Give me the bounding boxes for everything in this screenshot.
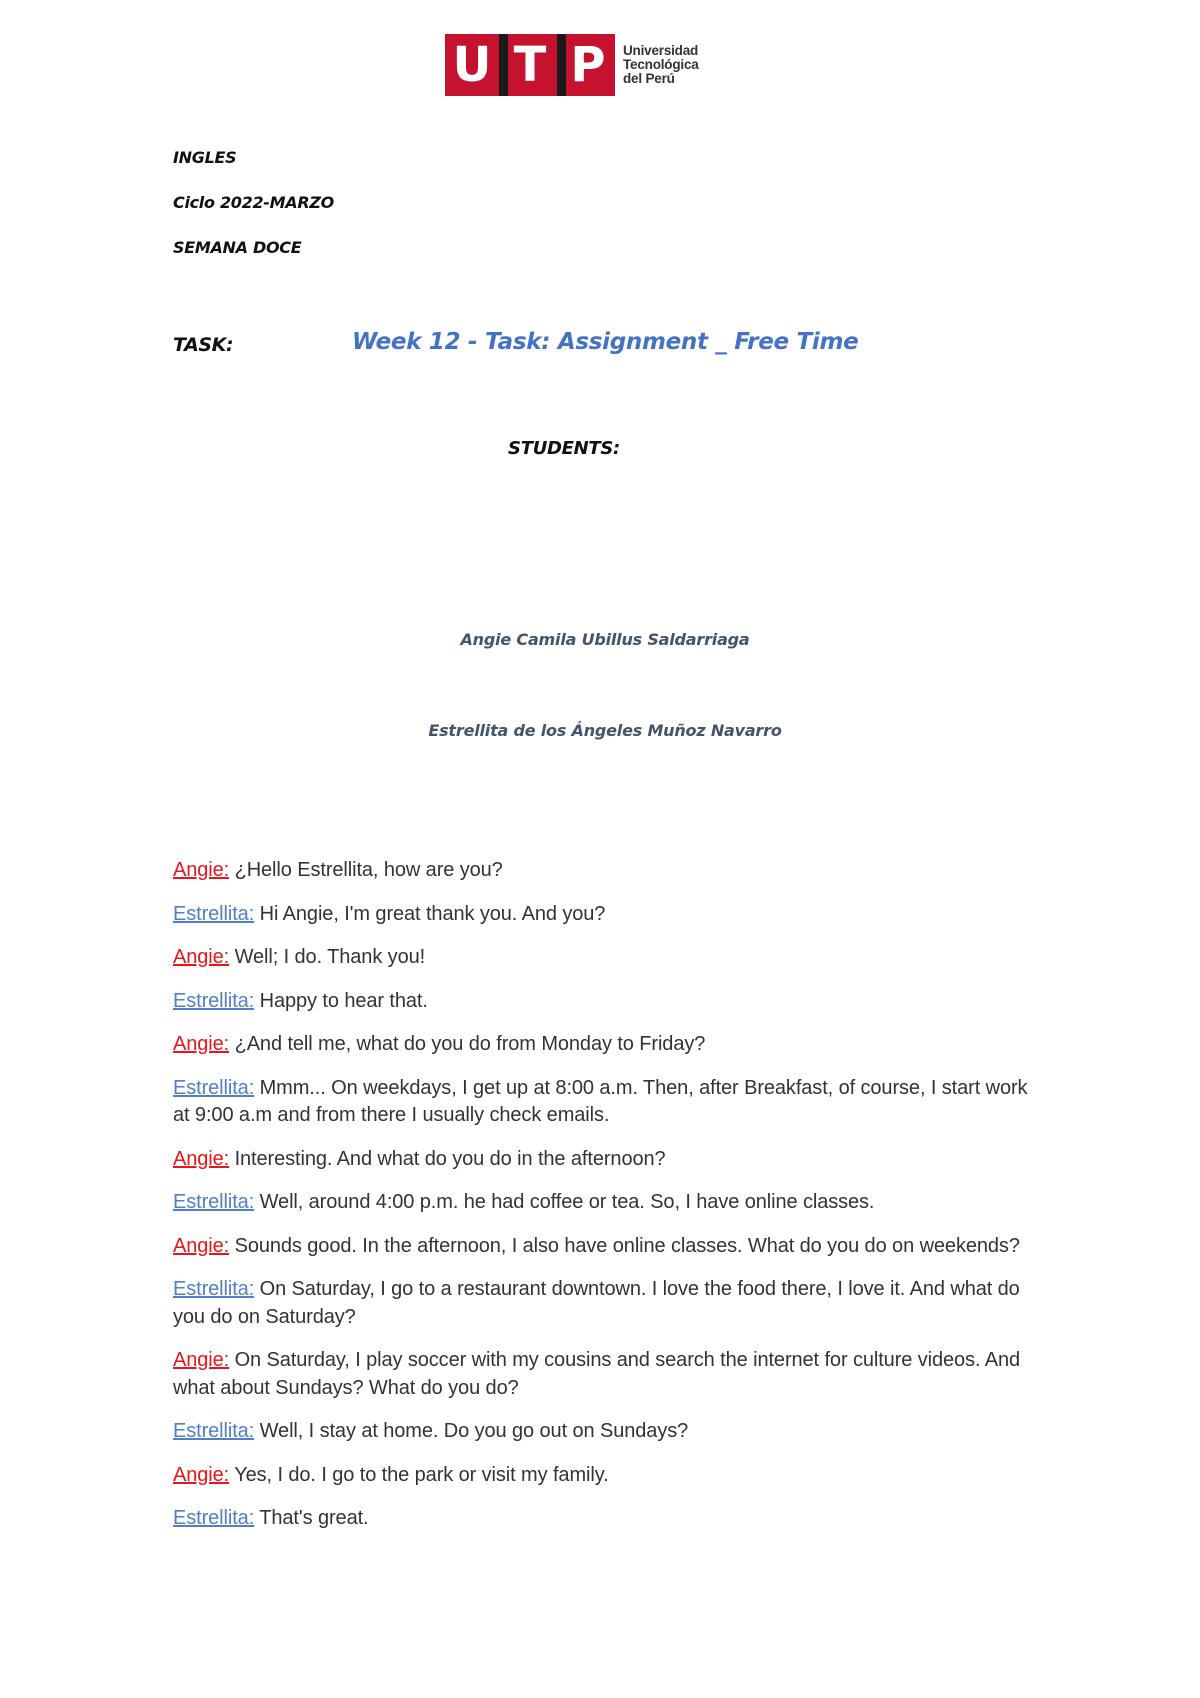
speaker-label: Estrellita: — [173, 1191, 255, 1213]
dialogue-text: ¿Hello Estrellita, how are you? — [234, 859, 503, 881]
dialogue-text: That's great. — [259, 1507, 369, 1529]
dialogue-text: Hi Angie, I'm great thank you. And you? — [259, 902, 606, 925]
utp-logo-mark — [445, 34, 615, 96]
speaker-label: Estrellita: — [173, 1420, 255, 1442]
dialogue-line — [173, 1462, 1043, 1490]
speaker-label: Angie: — [173, 1147, 230, 1170]
logo-text-line: Tecnológica — [623, 57, 699, 72]
student-name: Estrellita de los Ángeles Muñoz Navarro — [428, 721, 782, 740]
speaker-label: Estrellita: — [173, 1076, 255, 1099]
dialogue — [173, 857, 1043, 1549]
speaker-label: Estrellita: — [173, 1278, 255, 1300]
logo-letter-p: P — [570, 37, 606, 93]
course-cycle: Ciclo 2022-MARZO — [173, 193, 334, 212]
speaker-label: Angie: — [173, 1349, 230, 1371]
speaker-label: Angie: — [173, 1033, 230, 1055]
speaker-label: Estrellita: — [173, 989, 255, 1012]
logo-letter-u: U — [452, 37, 492, 93]
logo-letter-t: T — [513, 37, 547, 93]
utp-logo — [445, 34, 699, 96]
dialogue-line — [173, 1347, 1043, 1402]
dialogue-text: Sounds good. In the afternoon, I also have online classes. What do you do on weekends? — [234, 1234, 1020, 1257]
course-name: INGLES — [173, 148, 237, 167]
task-label: TASK: — [173, 334, 234, 356]
dialogue-line — [173, 857, 1043, 885]
logo-text-line: del Perú — [623, 71, 675, 86]
dialogue-text: Mmm... On weekdays, I get up at 8:00 a.m. Then, after Breakfast, of course, I start work at 9:00 a.m and from there I usually check emails. — [173, 1076, 1028, 1126]
dialogue-line — [173, 901, 1043, 929]
dialogue-line — [173, 1146, 1043, 1174]
dialogue-line — [173, 1233, 1043, 1261]
dialogue-text: On Saturday, I go to a restaurant downtown. I love the food there, I love it. And what do you do on Saturday? — [173, 1278, 1020, 1328]
speaker-label: Angie: — [173, 1234, 230, 1257]
dialogue-text: Well, I stay at home. Do you go out on Sundays? — [259, 1420, 689, 1442]
dialogue-line — [173, 1075, 1043, 1130]
dialogue-text: Happy to hear that. — [259, 989, 428, 1012]
students-heading: STUDENTS: — [508, 438, 620, 459]
dialogue-line — [173, 1505, 1043, 1533]
dialogue-text: Yes, I do. I go to the park or visit my family. — [234, 1463, 609, 1486]
dialogue-text: Well; I do. Thank you! — [234, 946, 426, 968]
speaker-label: Estrellita: — [173, 902, 255, 925]
student-name: Angie Camila Ubillus Saldarriaga — [460, 630, 750, 649]
dialogue-line — [173, 1189, 1043, 1217]
dialogue-line — [173, 988, 1043, 1016]
course-week: SEMANA DOCE — [173, 238, 302, 257]
speaker-label: Angie: — [173, 1463, 230, 1486]
dialogue-line — [173, 944, 1043, 972]
dialogue-line — [173, 1418, 1043, 1446]
dialogue-line — [173, 1276, 1043, 1331]
dialogue-line — [173, 1031, 1043, 1059]
dialogue-text: On Saturday, I play soccer with my cousins and search the internet for culture videos. And what about Sundays? What do you do? — [173, 1349, 1021, 1399]
logo-wordmark — [623, 44, 699, 86]
speaker-label: Angie: — [173, 859, 230, 881]
dialogue-text: ¿And tell me, what do you do from Monday to Friday? — [234, 1033, 706, 1055]
task-title: Week 12 - Task: Assignment _ Free Time — [352, 329, 859, 355]
dialogue-text: Well, around 4:00 p.m. he had coffee or tea. So, I have online classes. — [259, 1191, 875, 1213]
dialogue-text: Interesting. And what do you do in the afternoon? — [234, 1147, 666, 1170]
speaker-label: Angie: — [173, 946, 230, 968]
logo-text-line: Universidad — [623, 43, 699, 58]
speaker-label: Estrellita: — [173, 1507, 255, 1529]
